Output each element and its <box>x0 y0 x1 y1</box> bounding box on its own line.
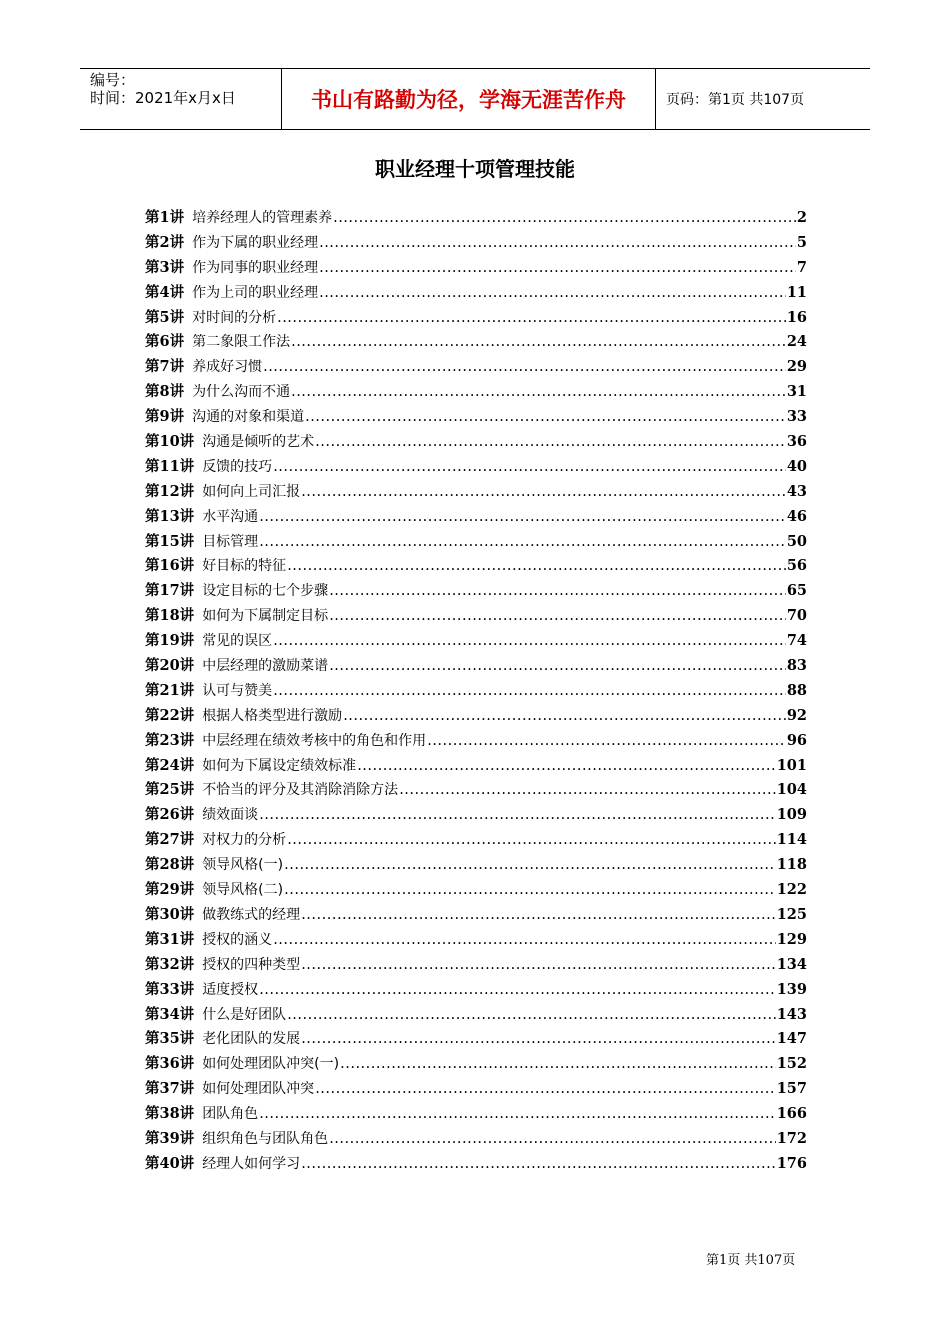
toc-entry[interactable] <box>145 1027 807 1052</box>
toc-entry-page: 40 <box>786 457 807 475</box>
toc-entry-title: 中层经理的激励菜谱 <box>202 658 329 675</box>
toc-leader-dots <box>287 832 776 848</box>
toc-leader-dots <box>284 882 776 898</box>
toc-entry-page: 152 <box>776 1055 807 1073</box>
toc-entry-page: 31 <box>786 383 807 401</box>
toc-entry-title: 对时间的分析 <box>192 309 277 326</box>
toc-entry-number: 第31讲 <box>145 930 195 948</box>
toc-entry-number: 第21讲 <box>145 681 195 699</box>
toc-entry[interactable] <box>145 206 807 231</box>
toc-entry-page: 16 <box>786 308 807 326</box>
toc-leader-dots <box>259 534 786 550</box>
toc-entry[interactable] <box>145 754 807 779</box>
toc-entry[interactable] <box>145 853 807 878</box>
toc-entry-page: 74 <box>786 632 807 650</box>
time-label: 时间：2021年x月x日 <box>90 89 236 107</box>
toc-leader-dots <box>343 708 786 724</box>
toc-entry-number: 第27讲 <box>145 831 195 849</box>
toc-entry-title: 如何为下属设定绩效标准 <box>202 757 357 774</box>
toc-entry[interactable] <box>145 455 807 480</box>
toc-entry-number: 第10讲 <box>145 433 195 451</box>
toc-entry-title: 如何向上司汇报 <box>202 483 301 500</box>
toc-entry-title: 好目标的特征 <box>202 558 287 575</box>
toc-entry-page: 70 <box>786 607 807 625</box>
toc-entry-page: 65 <box>786 582 807 600</box>
toc-entry-title: 作为同事的职业经理 <box>192 259 319 276</box>
toc-leader-dots <box>315 1081 776 1097</box>
toc-entry[interactable] <box>145 231 807 256</box>
toc-entry-number: 第28讲 <box>145 856 195 874</box>
toc-entry[interactable] <box>145 928 807 953</box>
toc-entry-page: 166 <box>776 1105 807 1123</box>
toc-entry-title: 老化团队的发展 <box>202 1031 301 1048</box>
toc-entry[interactable] <box>145 306 807 331</box>
toc-entry-number: 第1讲 <box>145 209 185 226</box>
toc-entry[interactable] <box>145 953 807 978</box>
toc-entry-page: 56 <box>786 557 807 575</box>
toc-entry-title: 根据人格类型进行激励 <box>202 707 343 724</box>
toc-entry-number: 第19讲 <box>145 632 195 650</box>
page-header <box>80 68 870 130</box>
toc-entry-page: 101 <box>776 756 807 774</box>
toc-entry-title: 常见的误区 <box>202 633 273 650</box>
toc-entry-page: 88 <box>786 681 807 699</box>
toc-leader-dots <box>427 733 786 749</box>
toc-entry[interactable] <box>145 1152 807 1177</box>
toc-leader-dots <box>315 434 786 450</box>
toc-entry[interactable] <box>145 256 807 281</box>
toc-entry-number: 第18讲 <box>145 607 195 625</box>
toc-leader-dots <box>301 1031 776 1047</box>
toc-leader-dots <box>319 285 786 301</box>
toc-entry-page: 143 <box>776 1005 807 1023</box>
toc-entry-number: 第16讲 <box>145 557 195 575</box>
footer-page-info: 第1页 共107页 <box>706 1253 796 1268</box>
toc-entry-number: 第34讲 <box>145 1005 195 1023</box>
toc-entry-title: 养成好习惯 <box>192 359 263 376</box>
toc-leader-dots <box>319 235 796 251</box>
header-motto: 书山有路勤为径，学海无涯苦作舟 <box>282 69 656 129</box>
toc-entry-number: 第26讲 <box>145 806 195 824</box>
toc-leader-dots <box>273 633 786 649</box>
toc-entry-title: 反馈的技巧 <box>202 458 273 475</box>
toc-entry-number: 第38讲 <box>145 1105 195 1123</box>
toc-entry-title: 不恰当的评分及其消除消除方法 <box>202 782 399 799</box>
toc-entry-number: 第22讲 <box>145 706 195 724</box>
toc-entry-number: 第37讲 <box>145 1080 195 1098</box>
toc-leader-dots <box>301 1156 776 1172</box>
toc-entry[interactable] <box>145 729 807 754</box>
toc-entry-title: 经理人如何学习 <box>202 1155 301 1172</box>
toc-entry-title: 适度授权 <box>202 981 259 998</box>
toc-leader-dots <box>287 558 786 574</box>
toc-entry[interactable] <box>145 380 807 405</box>
toc-entry-title: 对权力的分析 <box>202 832 287 849</box>
toc-leader-dots <box>259 509 786 525</box>
toc-entry[interactable] <box>145 579 807 604</box>
toc-entry-number: 第11讲 <box>145 457 195 475</box>
toc-leader-dots <box>329 608 786 624</box>
toc-leader-dots <box>301 907 776 923</box>
toc-entry-title: 组织角色与团队角色 <box>202 1130 329 1147</box>
toc-entry-number: 第8讲 <box>145 383 185 401</box>
toc-entry[interactable] <box>145 778 807 803</box>
toc-leader-dots <box>273 683 786 699</box>
toc-entry-title: 绩效面谈 <box>202 807 259 824</box>
toc-leader-dots <box>357 758 776 774</box>
toc-entry[interactable] <box>145 530 807 555</box>
toc-entry-page: 11 <box>786 283 807 301</box>
toc-entry-page: 114 <box>776 831 807 849</box>
toc-entry-page: 92 <box>786 706 807 724</box>
toc-entry-number: 第7讲 <box>145 358 185 376</box>
toc-entry-title: 中层经理在绩效考核中的角色和作用 <box>202 732 427 749</box>
toc-entry-title: 如何为下属制定目标 <box>202 608 329 625</box>
toc-entry-number: 第9讲 <box>145 408 185 426</box>
toc-leader-dots <box>273 459 786 475</box>
toc-entry-title: 作为下属的职业经理 <box>192 234 319 251</box>
toc-entry-number: 第25讲 <box>145 781 195 799</box>
toc-leader-dots <box>329 1131 776 1147</box>
toc-entry[interactable] <box>145 281 807 306</box>
toc-leader-dots <box>263 359 786 375</box>
toc-entry-number: 第15讲 <box>145 532 195 550</box>
toc-entry-page: 109 <box>776 806 807 824</box>
toc-entry-page: 29 <box>786 358 807 376</box>
toc-entry-number: 第32讲 <box>145 955 195 973</box>
toc-entry-page: 118 <box>776 856 807 874</box>
toc-entry-page: 129 <box>776 930 807 948</box>
toc-leader-dots <box>277 310 786 326</box>
toc-leader-dots <box>273 932 776 948</box>
toc-entry[interactable] <box>145 405 807 430</box>
toc-entry-title: 授权的涵义 <box>202 931 273 948</box>
toc-entry-title: 什么是好团队 <box>202 1006 287 1023</box>
toc-leader-dots <box>399 782 776 798</box>
toc-entry-title: 领导风格(一) <box>202 857 284 874</box>
toc-entry-page: 7 <box>796 258 807 276</box>
toc-leader-dots <box>329 583 786 599</box>
toc-entry-title: 设定目标的七个步骤 <box>202 583 329 600</box>
toc-entry-title: 团队角色 <box>202 1106 259 1123</box>
toc-entry[interactable] <box>145 654 807 679</box>
toc-leader-dots <box>301 957 776 973</box>
toc-entry-number: 第33讲 <box>145 980 195 998</box>
toc-entry-number: 第24讲 <box>145 756 195 774</box>
toc-entry[interactable] <box>145 878 807 903</box>
toc-entry-page: 33 <box>786 408 807 426</box>
toc-entry[interactable] <box>145 355 807 380</box>
toc-entry-page: 96 <box>786 731 807 749</box>
toc-entry-page: 104 <box>776 781 807 799</box>
toc-entry-title: 授权的四种类型 <box>202 956 301 973</box>
toc-entry-page: 147 <box>776 1030 807 1048</box>
toc-entry[interactable] <box>145 1077 807 1102</box>
toc-entry[interactable] <box>145 803 807 828</box>
toc-leader-dots <box>259 1106 776 1122</box>
toc-entry-title: 如何处理团队冲突 <box>202 1081 315 1098</box>
toc-entry-page: 36 <box>786 433 807 451</box>
toc-entry[interactable] <box>145 330 807 355</box>
toc-entry-number: 第3讲 <box>145 258 185 276</box>
toc-entry-page: 50 <box>786 532 807 550</box>
toc-entry[interactable] <box>145 828 807 853</box>
toc-entry-page: 46 <box>786 507 807 525</box>
toc-entry[interactable] <box>145 1052 807 1077</box>
toc-leader-dots <box>333 210 796 226</box>
toc-leader-dots <box>287 1007 776 1023</box>
toc-entry[interactable] <box>145 480 807 505</box>
toc-entry-page: 134 <box>776 955 807 973</box>
toc-entry-page: 176 <box>776 1154 807 1172</box>
toc-entry[interactable] <box>145 679 807 704</box>
toc-entry-number: 第29讲 <box>145 881 195 899</box>
toc-entry-title: 作为上司的职业经理 <box>192 284 319 301</box>
toc-entry-title: 培养经理人的管理素养 <box>192 210 333 226</box>
toc-entry[interactable] <box>145 430 807 455</box>
toc-entry-page: 157 <box>776 1080 807 1098</box>
toc-entry-title: 水平沟通 <box>202 508 259 525</box>
toc-entry-number: 第6讲 <box>145 333 185 351</box>
toc-entry-number: 第23讲 <box>145 731 195 749</box>
header-page-info: 页码：第1页 共107页 <box>666 92 805 108</box>
toc-entry-title: 目标管理 <box>202 533 259 550</box>
toc-entry-number: 第12讲 <box>145 482 195 500</box>
toc-entry[interactable] <box>145 1127 807 1152</box>
toc-entry-page: 43 <box>786 482 807 500</box>
toc-entry-title: 如何处理团队冲突(一) <box>202 1056 340 1073</box>
toc-entry-title: 为什么沟而不通 <box>192 384 291 401</box>
toc-entry-number: 第13讲 <box>145 507 195 525</box>
toc-entry-title: 认可与赞美 <box>202 682 273 699</box>
document-title: 职业经理十项管理技能 <box>375 157 575 181</box>
table-of-contents <box>145 206 807 1177</box>
toc-entry[interactable] <box>145 978 807 1003</box>
toc-entry-number: 第4讲 <box>145 283 185 301</box>
toc-leader-dots <box>340 1056 776 1072</box>
toc-entry-number: 第5讲 <box>145 308 185 326</box>
toc-entry[interactable] <box>145 1102 807 1127</box>
toc-leader-dots <box>284 857 776 873</box>
toc-entry-page: 5 <box>796 233 807 251</box>
toc-entry-title: 沟通的对象和渠道 <box>192 409 305 426</box>
toc-leader-dots <box>259 982 776 998</box>
serial-label: 编号： <box>90 71 136 89</box>
toc-leader-dots <box>329 658 786 674</box>
toc-entry-page: 2 <box>796 209 807 226</box>
toc-entry-title: 领导风格(二) <box>202 882 284 899</box>
toc-entry-page: 125 <box>776 905 807 923</box>
toc-entry-number: 第39讲 <box>145 1129 195 1147</box>
toc-entry-number: 第20讲 <box>145 657 195 675</box>
toc-leader-dots <box>301 484 786 500</box>
toc-entry-number: 第2讲 <box>145 233 185 251</box>
toc-entry-number: 第36讲 <box>145 1055 195 1073</box>
toc-entry-title: 沟通是倾听的艺术 <box>202 434 315 451</box>
toc-entry-number: 第35讲 <box>145 1030 195 1048</box>
toc-entry[interactable] <box>145 704 807 729</box>
toc-entry-number: 第17讲 <box>145 582 195 600</box>
toc-entry-page: 24 <box>786 333 807 351</box>
toc-leader-dots <box>259 807 776 823</box>
toc-entry[interactable] <box>145 604 807 629</box>
toc-entry-page: 139 <box>776 980 807 998</box>
toc-leader-dots <box>305 409 786 425</box>
toc-leader-dots <box>291 334 786 350</box>
toc-entry-number: 第30讲 <box>145 905 195 923</box>
toc-entry-page: 83 <box>786 657 807 675</box>
toc-entry-number: 第40讲 <box>145 1154 195 1172</box>
toc-entry-page: 122 <box>776 881 807 899</box>
toc-entry[interactable] <box>145 505 807 530</box>
toc-leader-dots <box>319 260 796 276</box>
header-meta <box>80 69 282 129</box>
toc-entry[interactable] <box>145 629 807 654</box>
toc-entry-title: 做教练式的经理 <box>202 906 301 923</box>
toc-entry-title: 第二象限工作法 <box>192 334 291 351</box>
toc-entry[interactable] <box>145 903 807 928</box>
toc-entry[interactable] <box>145 1003 807 1028</box>
toc-entry-page: 172 <box>776 1129 807 1147</box>
toc-leader-dots <box>291 384 786 400</box>
toc-entry[interactable] <box>145 554 807 579</box>
